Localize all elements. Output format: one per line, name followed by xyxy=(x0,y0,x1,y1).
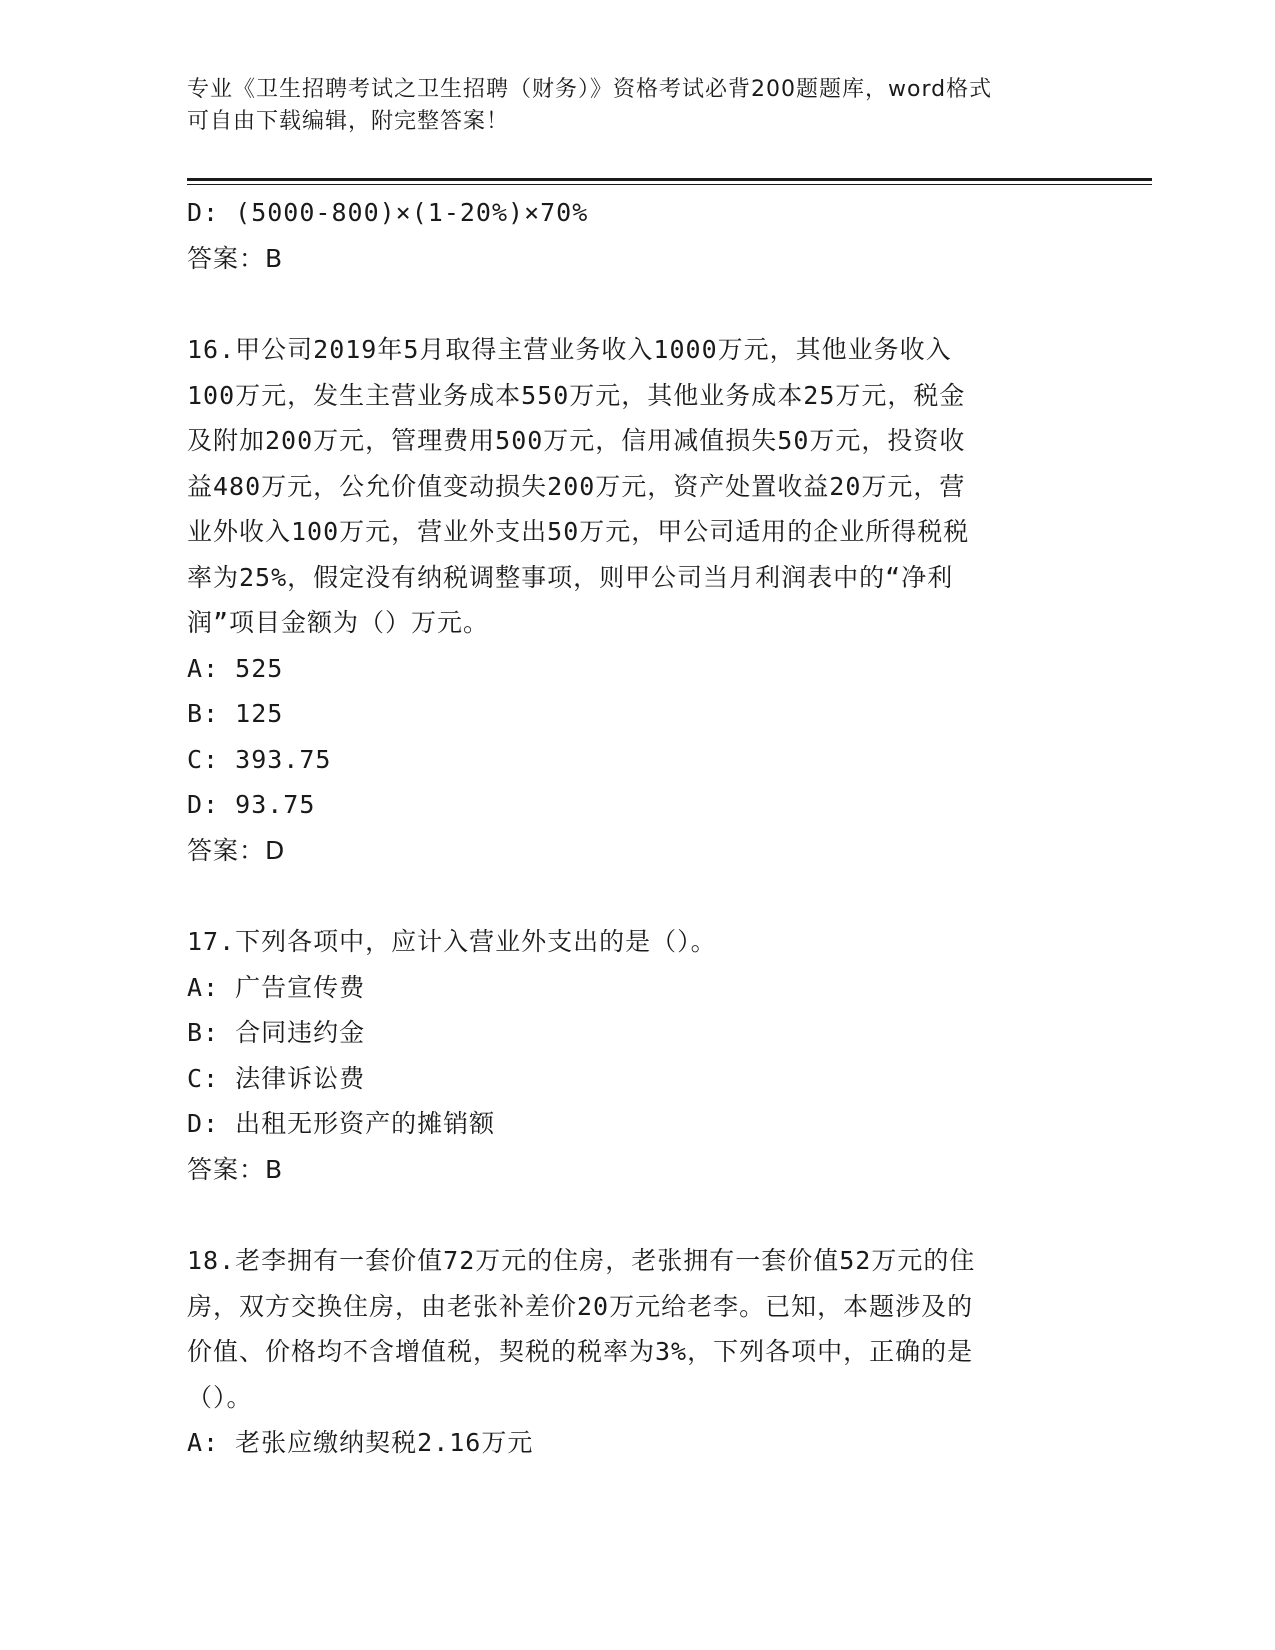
option-a: A: 老张应缴纳契税2.16万元 xyxy=(187,1428,534,1457)
question-stem-line: 及附加200万元，管理费用500万元，信用减值损失50万元，投资收 xyxy=(187,426,966,455)
question-16 xyxy=(187,327,1067,873)
question-spacer xyxy=(187,1192,1067,1238)
question-stem-line: 17.下列各项中，应计入营业外支出的是（）。 xyxy=(187,927,717,956)
question-stem-line: 房，双方交换住房，由老张补差价20万元给老李。已知，本题涉及的 xyxy=(187,1291,974,1321)
header-divider-thin xyxy=(187,184,1152,185)
question-stem-line: 业外收入100万元，营业外支出50万元，甲公司适用的企业所得税税 xyxy=(187,517,970,546)
question-stem-line: 18.老李拥有一套价值72万元的住房，老张拥有一套价值52万元的住 xyxy=(187,1246,976,1275)
option-d: D: 93.75 xyxy=(187,790,316,819)
page-header xyxy=(187,74,1067,138)
question-stem-line: 价值、价格均不含增值税，契税的税率为3%，下列各项中，正确的是 xyxy=(187,1337,974,1366)
header-title-line-1: 专业《卫生招聘考试之卫生招聘（财务）》资格考试必背200题题库，word格式 xyxy=(187,77,993,102)
option-b: B: 合同违约金 xyxy=(187,1018,366,1047)
option-d: D: 出租无形资产的摊销额 xyxy=(187,1109,496,1138)
question-spacer xyxy=(187,873,1067,919)
option-d: D: (5000-800)×(1-20%)×70% xyxy=(187,198,589,227)
question-15 xyxy=(187,190,1067,281)
answer-line: 答案：B xyxy=(187,1154,284,1184)
option-b: B: 125 xyxy=(187,699,284,728)
header-title-line-2: 可自由下载编辑，附完整答案！ xyxy=(187,109,510,134)
option-a: A: 广告宣传费 xyxy=(187,972,366,1002)
header-divider-thick xyxy=(187,178,1152,181)
question-stem-line: 16.甲公司2019年5月取得主营业务收入1000万元，其他业务收入 xyxy=(187,335,952,364)
option-a: A: 525 xyxy=(187,653,284,683)
question-spacer xyxy=(187,281,1067,327)
question-17 xyxy=(187,919,1067,1192)
question-stem-line: 率为25%，假定没有纳税调整事项，则甲公司当月利润表中的“净利 xyxy=(187,562,954,592)
answer-line: 答案：D xyxy=(187,835,286,865)
question-18 xyxy=(187,1238,1067,1466)
option-c: C: 法律诉讼费 xyxy=(187,1063,366,1093)
question-stem-line: 益480万元，公允价值变动损失200万元，资产处置收益20万元，营 xyxy=(187,471,966,501)
question-stem-line: 100万元，发生主营业务成本550万元，其他业务成本25万元，税金 xyxy=(187,380,966,410)
question-content xyxy=(187,190,1067,1466)
option-c: C: 393.75 xyxy=(187,744,332,774)
question-stem-line: 润”项目金额为（）万元。 xyxy=(187,608,490,637)
answer-line: 答案：B xyxy=(187,243,284,273)
question-stem-line: （）。 xyxy=(187,1382,253,1412)
